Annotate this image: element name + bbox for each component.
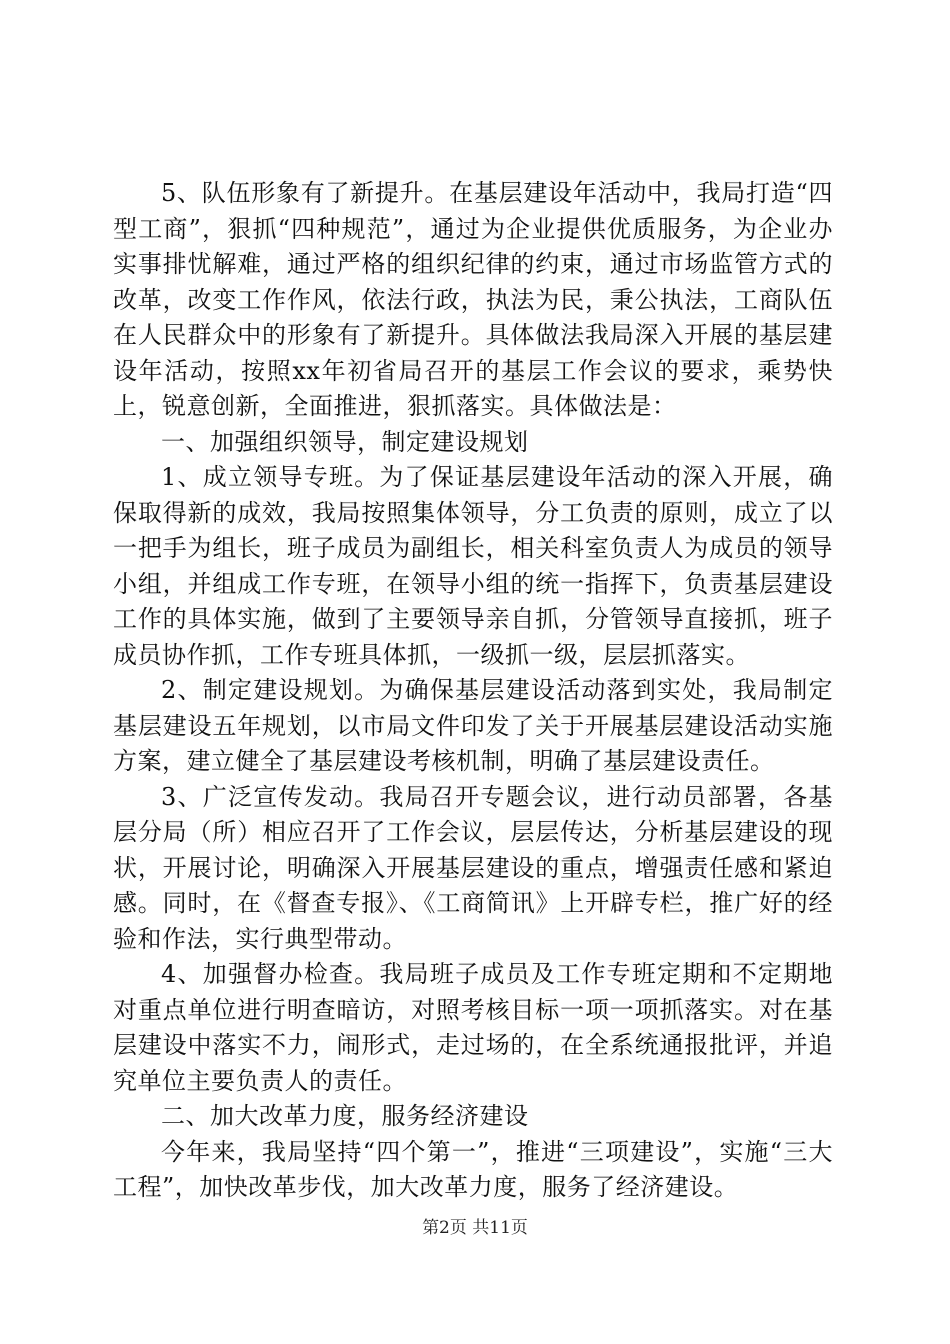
paragraph-construction-plan: 2、制定建设规划。为确保基层建设活动落到实处，我局制定基层建设五年规划，以市局文件印发了关于开展基层建设活动实施方案，建立健全了基层建设考核机制，明确了基层建设责任。 (113, 676, 833, 775)
paragraph-leadership-team: 1、成立领导专班。为了保证基层建设年活动的深入开展，确保取得新的成效，我局按照集体领导，分工负责的原则，成立了以一把手为组长，班子成员为副组长，相关科室负责人为成员的领导小组，并组成工作专班，在领导小组的统一指挥下，负责基层建设工作的具体实施，做到了主要领导亲自抓，分管领导直接抓，班子成员协作抓，工作专班具体抓，一级抓一级，层层抓落实。 (113, 463, 833, 669)
section-heading-organization: 一、加强组织领导，制定建设规划 (161, 427, 529, 456)
paragraph-team-image: 5、队伍形象有了新提升。在基层建设年活动中，我局打造“四型工商”，狠抓“四种规范”，通过为企业提供优质服务，为企业办实事排忧解难，通过严格的组织纪律的约束，通过市场监管方式的改革，改变工作作风，依法行政，执法为民，秉公执法，工商队伍在人民群众中的形象有了新提升。具体做法我局深入开展的基层建设年活动，按照xx年初省局召开的基层工作会议的要求，乘势快上，锐意创新，全面推进，狠抓落实。具体做法是： (113, 179, 833, 420)
document-body (113, 176, 833, 1206)
section-heading-reform: 二、加大改革力度，服务经济建设 (161, 1102, 529, 1130)
page-number-footer: 第2页 共11页 (422, 1218, 528, 1238)
paragraph-inspection: 4、加强督办检查。我局班子成员及工作专班定期和不定期地对重点单位进行明查暗访，对照考核目标一项一项抓落实。对在基层建设中落实不力，闹形式，走过场的，在全系统通报批评，并追究单位主要负责人的责任。 (113, 960, 833, 1095)
paragraph-publicity: 3、广泛宣传发动。我局召开专题会议，进行动员部署，各基层分局（所）相应召开了工作会议，层层传达，分析基层建设的现状，开展讨论，明确深入开展基层建设的重点，增强责任感和紧迫感。同时，在《督查专报》、《工商简讯》上开辟专栏，推广好的经验和作法，实行典型带动。 (113, 782, 833, 953)
paragraph-reform-intro: 今年来，我局坚持“四个第一”，推进“三项建设”，实施“三大工程”，加快改革步伐，加大改革力度，服务了经济建设。 (113, 1137, 833, 1201)
